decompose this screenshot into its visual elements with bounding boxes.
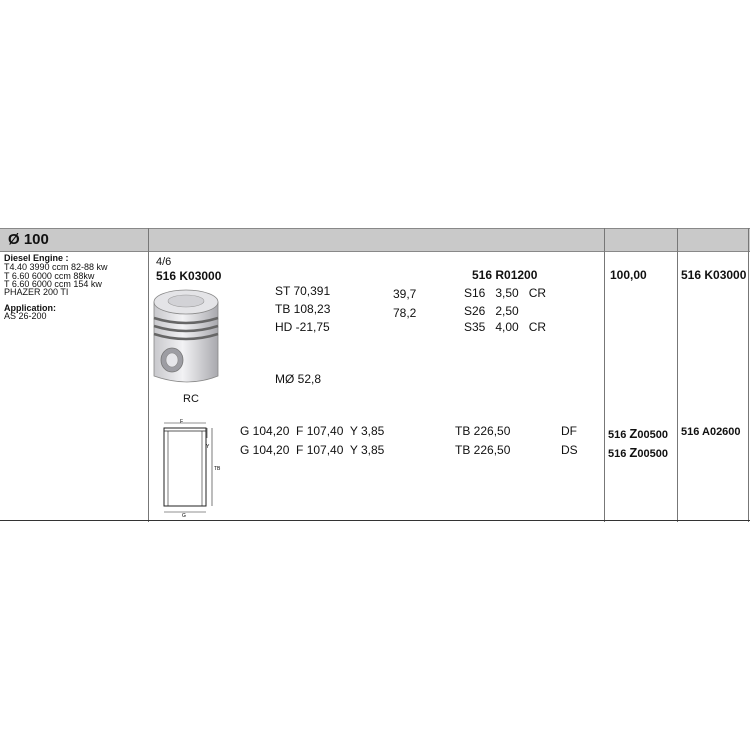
kit-part-number: 516 K03000 — [681, 268, 747, 282]
price-value: 100,00 — [610, 268, 647, 282]
ring-part-number: 516 R01200 — [472, 268, 538, 282]
liner-tb: TB 226,50 — [455, 443, 511, 457]
piston-type-label: RC — [183, 393, 199, 405]
header-bar — [0, 228, 750, 252]
engine-line: PHAZER 200 TI — [4, 287, 69, 297]
dim-label-f: F — [180, 419, 184, 425]
fraction-label: 4/6 — [156, 256, 172, 268]
column-divider — [748, 228, 749, 522]
liner-part-number: 516 Z00500 — [608, 426, 668, 441]
liner-code: DS — [561, 443, 578, 457]
piston-part-number: 516 K03000 — [156, 269, 222, 283]
application-title: Application: — [4, 303, 56, 313]
liner-dims: G 104,20 F 107,40 Y 3,85 — [240, 443, 385, 457]
bottom-border — [0, 520, 750, 521]
engine-line: T 6.60 6000 ccm 88kw — [4, 271, 95, 281]
liner-diagram — [150, 418, 222, 518]
dim-label-g: G — [182, 513, 186, 518]
liner-part-number: 516 Z00500 — [608, 445, 668, 460]
liner-dims: G 104,20 F 107,40 Y 3,85 — [240, 424, 385, 438]
engine-title: Diesel Engine : — [4, 253, 69, 263]
mid-value: 78,2 — [393, 306, 417, 320]
diameter-label: Ø 100 — [8, 231, 49, 248]
ring-item: S16 3,50 CR — [464, 286, 547, 300]
catalog-sheet — [0, 228, 750, 522]
spec-hd: HD -21,75 — [275, 320, 330, 334]
column-divider — [604, 228, 605, 522]
dim-label-tb: TB — [214, 466, 221, 472]
pin-diameter: MØ 52,8 — [275, 372, 322, 386]
liner-kit-part: 516 A02600 — [681, 426, 741, 438]
engine-line: T 6.60 6000 ccm 154 kw — [4, 279, 102, 289]
liner-code: DF — [561, 424, 577, 438]
ring-item: S26 2,50 — [464, 304, 519, 318]
ring-item: S35 4,00 CR — [464, 320, 547, 334]
piston-image — [148, 284, 228, 394]
mid-value: 39,7 — [393, 287, 417, 301]
spec-st: ST 70,391 — [275, 284, 331, 298]
engine-line: T4.40 3990 ccm 82-88 kw — [4, 262, 108, 272]
application-value: AS 26-200 — [4, 311, 47, 321]
spec-tb: TB 108,23 — [275, 302, 331, 316]
dim-label-y: Y — [206, 444, 210, 450]
liner-tb: TB 226,50 — [455, 424, 511, 438]
column-divider — [677, 228, 678, 522]
